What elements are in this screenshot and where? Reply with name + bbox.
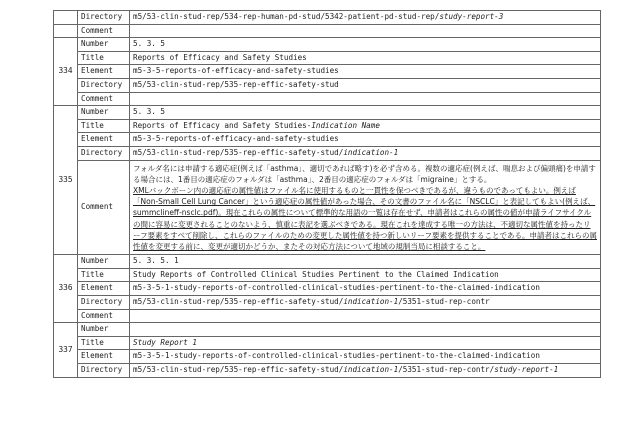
directory-path-italic: indication-1 xyxy=(343,296,399,306)
number-value: 5. 3. 5 xyxy=(130,38,601,52)
directory-path-mid: /5351-stud-rep-contr/ xyxy=(398,364,495,374)
field-label: Number xyxy=(78,255,130,269)
field-label: Title xyxy=(78,268,130,282)
directory-path-italic: indication-1 xyxy=(343,364,399,374)
directory-path-italic: study-report-3 xyxy=(439,12,504,21)
element-value: m5-3-5-1-study-reports-of-controlled-clinical-studies-pertinent-to-the-claimed-indication xyxy=(130,350,601,364)
directory-value xyxy=(130,146,601,160)
table-row xyxy=(54,119,601,133)
field-label: Directory xyxy=(78,11,130,25)
table-row xyxy=(54,106,601,120)
field-label: Directory xyxy=(78,78,130,92)
directory-path-italic: study-report-1 xyxy=(494,364,559,374)
directory-path: m5/53-clin-stud-rep/535-rep-effic-safety-stud/ xyxy=(133,147,344,157)
field-label: Number xyxy=(78,106,130,120)
field-label: Directory xyxy=(78,363,130,377)
table-row xyxy=(54,24,601,38)
field-label: Title xyxy=(78,119,130,133)
table-row xyxy=(54,268,601,282)
table-row xyxy=(54,323,601,337)
comment-paragraph-underlined: XMLバックボーン内の適応症の属性値はファイル名に使用するものと一貫性を保つべきであるが、違うものであってもよい。例えば「Non-Small Cell Lung Cancer」という適応症の属性値があった場合、その文書のファイル名に「NSCLC」と表記してもよい(例えば、summclineff-nsclc.pdf)。現在これらの属性について標準的な用語の一覧は存在せず、申請者はこれらの属性の値が申請ライフサイクルの間に容易に変更されることのないよう、慎重に表記を選ぶべきである。現在これを達成する唯一の方法は、不適切な属性値を持ったリーフ要素をすべて削除し、これらのファイルのための変更した属性値を持つ新しいリーフ要素を提供することである。申請者はこれらの属性値を変更する前に、変更が適切かどうか、またその対応方法について地域の規制当局に相談すること。 xyxy=(133,185,597,251)
directory-value xyxy=(130,11,601,25)
field-label: Title xyxy=(78,336,130,350)
table-row xyxy=(54,146,601,160)
element-value: m5-3-5-reports-of-efficacy-and-safety-studies xyxy=(130,133,601,147)
element-value: m5-3-5-1-study-reports-of-controlled-clinical-studies-pertinent-to-the-claimed-indication xyxy=(130,282,601,296)
field-label: Comment xyxy=(78,309,130,323)
title-value xyxy=(130,119,601,133)
comment-value xyxy=(130,309,601,323)
row-number: 336 xyxy=(54,255,78,323)
table-row xyxy=(54,350,601,364)
document-page xyxy=(53,10,601,378)
field-label: Number xyxy=(78,38,130,52)
table-row xyxy=(54,282,601,296)
field-label: Directory xyxy=(78,295,130,309)
table-row xyxy=(54,11,601,25)
table-row xyxy=(54,336,601,350)
table-row xyxy=(54,38,601,52)
study-structure-table xyxy=(53,10,601,378)
row-number-cell xyxy=(54,11,78,25)
field-label: Element xyxy=(78,133,130,147)
element-value: m5-3-5-reports-of-efficacy-and-safety-studies xyxy=(130,65,601,79)
comment-value xyxy=(130,24,601,38)
field-label: Element xyxy=(78,350,130,364)
directory-value xyxy=(130,363,601,377)
table-row xyxy=(54,65,601,79)
number-value: 5. 3. 5. 1 xyxy=(130,255,601,269)
field-label: Title xyxy=(78,51,130,65)
field-label: Comment xyxy=(78,24,130,38)
field-label: Number xyxy=(78,323,130,337)
comment-paragraph: フォルダ名には申請する適応症(例えば「asthma」、適切であれば略す)を必ず含める。複数の適応症(例えば、喘息および偏頭痛)を申請する場合には、1番目の適応症のフォルダは「asthma」、2番目の適応症のフォルダは「migraine」とする。 xyxy=(133,163,596,184)
directory-path: m5/53-clin-stud-rep/535-rep-effic-safety-stud/ xyxy=(133,364,344,374)
title-value: Reports of Efficacy and Safety Studies xyxy=(130,51,601,65)
field-label: Directory xyxy=(78,146,130,160)
table-row xyxy=(54,51,601,65)
title-italic: Indication Name xyxy=(311,120,380,130)
table-row xyxy=(54,92,601,106)
directory-path-italic: indication-1 xyxy=(343,147,399,157)
row-number: 334 xyxy=(54,38,78,106)
row-number-cell xyxy=(54,24,78,38)
title-value: Study Reports of Controlled Clinical Studies Pertinent to the Claimed Indication xyxy=(130,268,601,282)
field-label: Element xyxy=(78,65,130,79)
number-value xyxy=(130,323,601,337)
directory-value: m5/53-clin-stud-rep/535-rep-effic-safety-stud xyxy=(130,78,601,92)
directory-value xyxy=(130,295,601,309)
field-label: Element xyxy=(78,282,130,296)
comment-value xyxy=(130,160,601,255)
table-row xyxy=(54,255,601,269)
table-row xyxy=(54,133,601,147)
directory-path: m5/53-clin-stud-rep/535-rep-effic-safety-stud/ xyxy=(133,296,344,306)
table-row xyxy=(54,309,601,323)
row-number: 335 xyxy=(54,106,78,255)
table-row xyxy=(54,160,601,255)
row-number: 337 xyxy=(54,323,78,377)
field-label: Comment xyxy=(78,160,130,255)
title-value: Study Report 1 xyxy=(130,336,601,350)
table-row xyxy=(54,78,601,92)
field-label: Comment xyxy=(78,92,130,106)
number-value: 5. 3. 5 xyxy=(130,106,601,120)
table-row xyxy=(54,295,601,309)
directory-path-suffix: /5351-stud-rep-contr xyxy=(398,296,490,306)
directory-path: m5/53-clin-stud-rep/534-rep-human-pd-stud/5342-patient-pd-stud-rep/ xyxy=(133,12,440,21)
table-row xyxy=(54,363,601,377)
comment-value xyxy=(130,92,601,106)
title-text: Reports of Efficacy and Safety Studies- xyxy=(133,120,312,130)
